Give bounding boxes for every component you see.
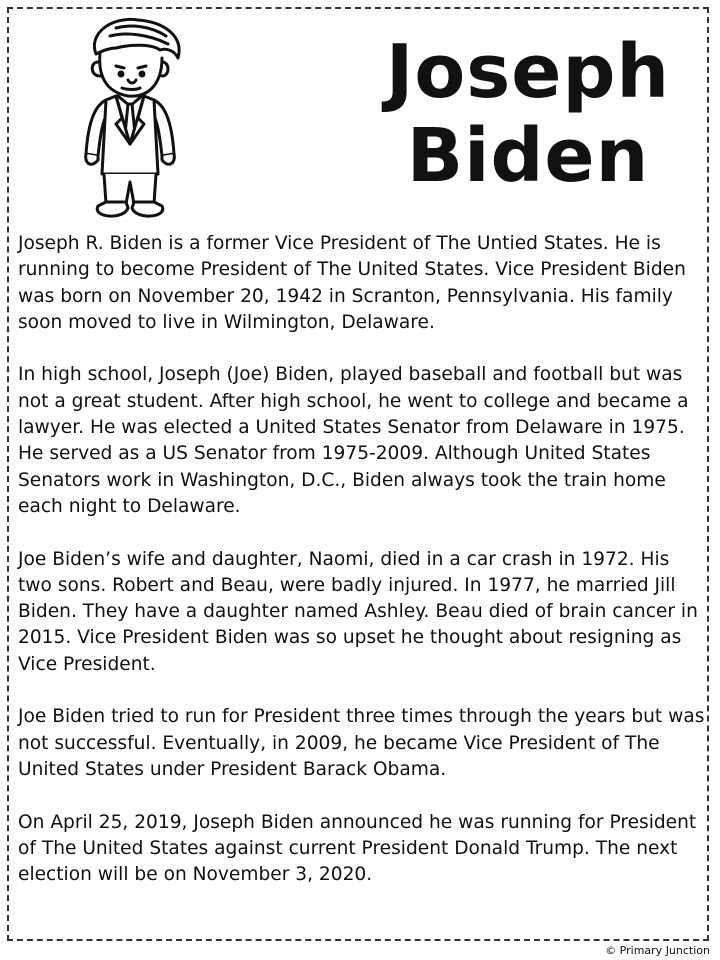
paragraph-family: Joe Biden’s wife and daughter, Naomi, died in a car crash in 1972. His two sons. Robert and Beau, were badly injured. In 1977, he married Jill Biden. They have a daughter named Ashley. Beau died of brain cancer in 2015. Vice President Biden was so upset he thought about resigning as Vice President. (18, 548, 698, 675)
article-body (18, 231, 708, 915)
paragraph-early-life: In high school, Joseph (Joe) Biden, played baseball and football but was not a great student. After high school, he went to college and became a lawyer. He was elected a United States Senator from Delaware in 1975. He served as a US Senator from 1975-2009. Although United States Senators work in Washington, D.C., Biden always took the train home each night to Delaware. (18, 364, 689, 517)
paragraph-intro: Joseph R. Biden is a former Vice President of The Untied States. He is running to become President of The United States. Vice President Biden was born on November 20, 1942 in Scranton, Pennsylvania. His family soon moved to live in Wilmington, Delaware. (18, 233, 686, 333)
paragraph-vice-presidency: Joe Biden tried to run for President three times through the years but was not successful. Eventually, in 2009, he became Vice President of The United States under President Barack Obama. (18, 706, 705, 780)
cartoon-man-in-suit-icon (76, 14, 186, 224)
title-first-name: Joseph (385, 29, 671, 115)
copyright-credit: © Primary Junction (605, 944, 710, 957)
title-last-name: Biden (406, 113, 650, 199)
page-title (360, 30, 696, 198)
paragraph-campaign: On April 25, 2019, Joseph Biden announced he was running for President of The United States against current President Donald Trump. The next election will be on November 3, 2020. (18, 811, 697, 886)
